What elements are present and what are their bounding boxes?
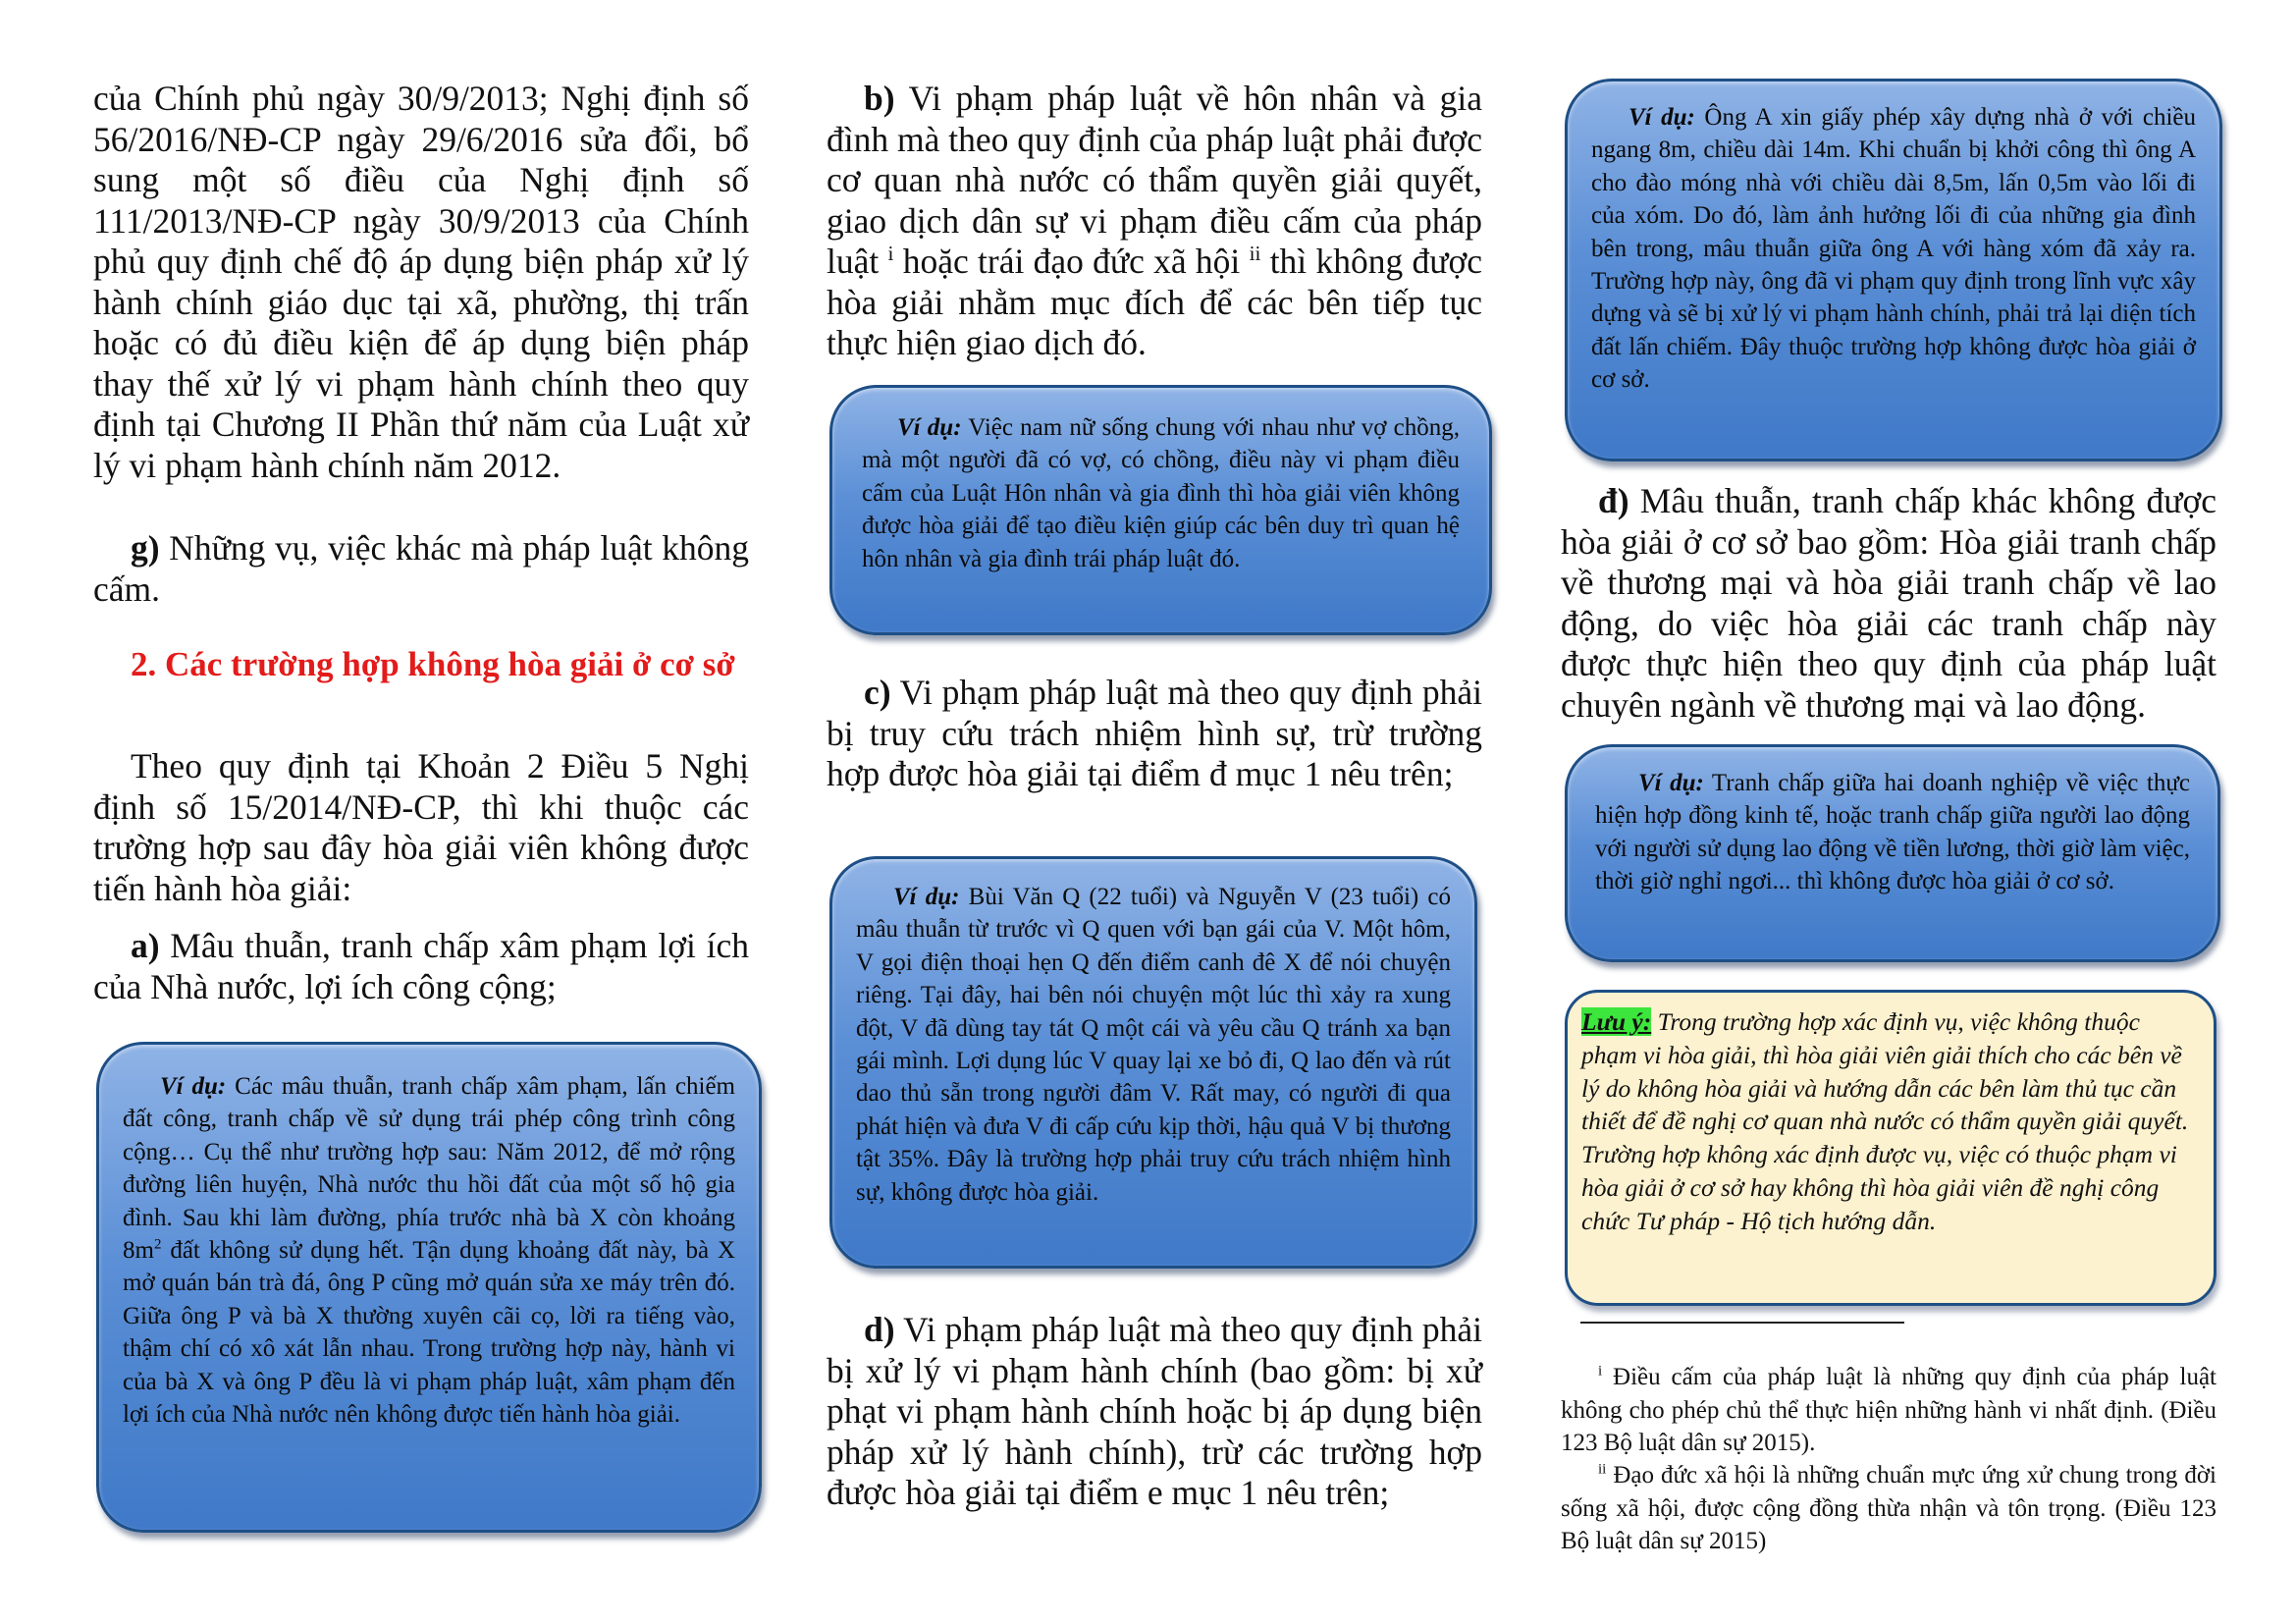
item-c [827,673,1482,795]
item-d-label: d) [864,1310,895,1349]
item-dd-label: đ) [1598,481,1629,520]
item-b-text-3: thì không được hòa giải nhằm mục đích để các bên tiếp tục thực hiện giao dịch đó. [827,242,1482,362]
example-box-a-text-2: đất không sử dụng hết. Tận dụng khoảng đất này, bà X mở quán bán trà đá, ông P cũng mở quán sửa xe máy trên đó. Giữa ông P và bà X thường xuyên cãi cọ, lời ra tiếng vào, thậm chí có xô xát lẫn nhau. Trong trường hợp này, hành vi của bà X và ông P đều là vi phạm pháp luật, xâm phạm đến lợi ích của Nhà nước nên không được tiến hành hòa giải. [123,1237,735,1429]
note-text: Trong trường hợp xác định vụ, việc không thuộc phạm vi hòa giải, thì hòa giải viên giải thích cho các bên về lý do không hòa giải và hướng dẫn các bên làm thủ tục cần thiết để đề nghị cơ quan nhà nước có thẩm quyền giải quyết. Trường hợp không xác định được vụ, việc có thuộc phạm vi hòa giải ở cơ sở hay không thì hòa giải viên đề nghị công chức Tư pháp - Hộ tịch hướng dẫn. [1581,1007,2189,1235]
example-box-a-text-1: Các mâu thuẫn, tranh chấp xâm phạm, lấn chiếm đất công, tranh chấp về sử dụng trái phép công trình công cộng… Cụ thể như trường hợp sau: Năm 2012, để mở rộng đường liên huyện, Nhà nước thu hồi đất của một số hộ gia đình. Sau khi làm đường, phía trước nhà bà X còn khoảng 8m [123,1073,735,1265]
footnote-ref-i[interactable]: i [887,242,894,266]
example-box-c [829,856,1477,1269]
paragraph-continuation: của Chính phủ ngày 30/9/2013; Nghị định số 56/2016/NĐ-CP ngày 29/6/2016 sửa đổi, bổ sung một số điều của Nghị định số 111/2013/NĐ-CP ngày 30/9/2013 của Chính phủ quy định chế độ áp dụng biện pháp xử lý hành chính giáo dục tại xã, phường, thị trấn hoặc có đủ điều kiện để áp dụng biện pháp thay thế xử lý vi phạm hành chính theo quy định tại Chương II Phần thứ năm của Luật xử lý vi phạm hành chính năm 2012. [93,79,749,485]
footnote-mark-ii: ii [1598,1461,1607,1478]
example-box-dd [1565,744,2220,962]
example-box-top-text: Ông A xin giấy phép xây dựng nhà ở với chiều ngang 8m, chiều dài 14m. Khi chuẩn bị khởi công thì ông A cho đào móng nhà với chiều dài 8,5m, lấn 0,5m vào lối đi của xóm. Do đó, làm ảnh hưởng lối đi của những gia đình bên trong, mâu thuẫn giữa ông A với hàng xóm đã xảy ra. Trường hợp này, ông đã vi phạm quy định trong lĩnh vực xây dựng và sẽ bị xử lý vi phạm hành chính, phải trả lại diện tích đất lấn chiếm. Đây thuộc trường hợp không được hòa giải ở cơ sở. [1591,104,2196,394]
footnote-i [1561,1361,2216,1460]
item-b-text-1: Vi phạm pháp luật về hôn nhân và gia đình mà theo quy định của pháp luật phải được cơ quan nhà nước có thẩm quyền giải quyết, giao dịch dân sự vi phạm điều cấm của pháp luật [827,79,1482,281]
example-box-c-text: Bùi Văn Q (22 tuổi) và Nguyễn V (23 tuổi) có mâu thuẫn từ trước vì Q quen với bạn gái của V. Một hôm, V gọi điện thoại hẹn Q đến điểm canh đê X để nói chuyện riêng. Tại đây, hai bên nói chuyện một lúc thì xảy ra xung đột, V đã dùng tay tát Q một cái và yêu cầu Q tránh xa bạn gái mình. Lợi dụng lúc V quay lại xe bỏ đi, Q lao đến và rút dao thủ sẵn trong người đâm V. Rất may, có người đi qua phát hiện và đưa V đi cấp cứu kịp thời, hậu quả V bị thương tật 35%. Đây là trường hợp phải truy cứu trách nhiệm hình sự, không được hòa giải. [856,884,1451,1206]
item-d [827,1310,1482,1514]
item-c-text: Vi phạm pháp luật mà theo quy định phải bị truy cứu trách nhiệm hình sự, trừ trường hợp được hòa giải tại điểm đ mục 1 nêu trên; [827,673,1482,793]
example-box-c-body [856,881,1451,1209]
example-box-b-text: Việc nam nữ sống chung với nhau như vợ chồng, mà một người đã có vợ, có chồng, điều này vi phạm điều cấm của Luật Hôn nhân và gia đình thì hòa giải viên không được hòa giải để tạo điều kiện giúp các bên duy trì quan hệ hôn nhân và gia đình trái pháp luật đó. [862,414,1460,572]
item-c-label: c) [864,673,891,712]
footnote-ref-ii[interactable]: ii [1249,242,1261,266]
example-box-a-body [123,1070,735,1431]
footnote-i-text: Điều cấm của pháp luật là những quy định của pháp luật không cho phép chủ thể thực hiện những hành vi nhất định. (Điều 123 Bộ luật dân sự 2015). [1561,1364,2216,1457]
item-dd [1561,481,2216,726]
footnote-mark-i: i [1598,1363,1603,1380]
example-box-b-body [862,411,1460,575]
section-intro: Theo quy định tại Khoản 2 Điều 5 Nghị định số 15/2014/NĐ-CP, thì khi thuộc các trường hợp sau đây hòa giải viên không được tiến hành hòa giải: [93,746,749,908]
note-body [1581,1007,2188,1235]
item-b [827,79,1482,364]
example-box-top [1565,79,2222,461]
example-box-b [829,385,1492,635]
note-label: Lưu ý: [1581,1007,1652,1036]
footnote-ii-text: Đạo đức xã hội là những chuẩn mực ứng xử chung trong đời sống xã hội, được cộng đồng thừa nhận và tôn trọng. (Điều 123 Bộ luật dân sự 2015) [1561,1462,2216,1555]
note-box [1565,990,2216,1306]
example-label: Ví dụ: [893,884,960,910]
item-g-label: g) [131,528,160,568]
footnote-ii [1561,1459,2216,1558]
footnote-divider [1580,1322,1904,1324]
example-box-dd-body [1595,767,2190,898]
item-a-text: Mâu thuẫn, tranh chấp xâm phạm lợi ích của Nhà nước, lợi ích công cộng; [93,926,749,1006]
example-box-dd-text: Tranh chấp giữa hai doanh nghiệp về việc thực hiện hợp đồng kinh tế, hoặc tranh chấp giữa người lao động với người sử dụng lao động về tiền lương, thời giờ làm việc, thời giờ nghỉ ngơi... thì không được hòa giải ở cơ sở. [1595,770,2190,895]
item-d-text: Vi phạm pháp luật mà theo quy định phải bị xử lý vi phạm hành chính (bao gồm: bị xử phạt vi phạm hành chính hoặc bị áp dụng biện pháp xử lý hành chính), trừ các trường hợp được hòa giải tại điểm e mục 1 nêu trên; [827,1310,1482,1512]
example-label: Ví dụ: [1629,104,1695,131]
item-b-label: b) [864,79,895,118]
item-g-text: Những vụ, việc khác mà pháp luật không cấm. [93,528,749,609]
example-box-a [96,1042,762,1533]
example-label: Ví dụ: [897,414,962,441]
example-label: Ví dụ: [1638,770,1704,796]
superscript-2: 2 [153,1236,162,1253]
item-a [93,926,749,1007]
example-box-top-body [1591,101,2196,397]
item-b-text-2: hoặc trái đạo đức xã hội [893,242,1250,281]
example-label: Ví dụ: [160,1073,227,1100]
section-heading: 2. Các trường hợp không hòa giải ở cơ sở [131,645,735,683]
item-a-label: a) [131,926,160,965]
item-dd-text: Mâu thuẫn, tranh chấp khác không được hòa giải ở cơ sở bao gồm: Hòa giải tranh chấp về thương mại và hòa giải tranh chấp về lao động, do việc hòa giải các tranh chấp này được thực hiện theo quy định của pháp luật chuyên ngành về thương mại và lao động. [1561,481,2216,725]
item-g [93,528,749,610]
